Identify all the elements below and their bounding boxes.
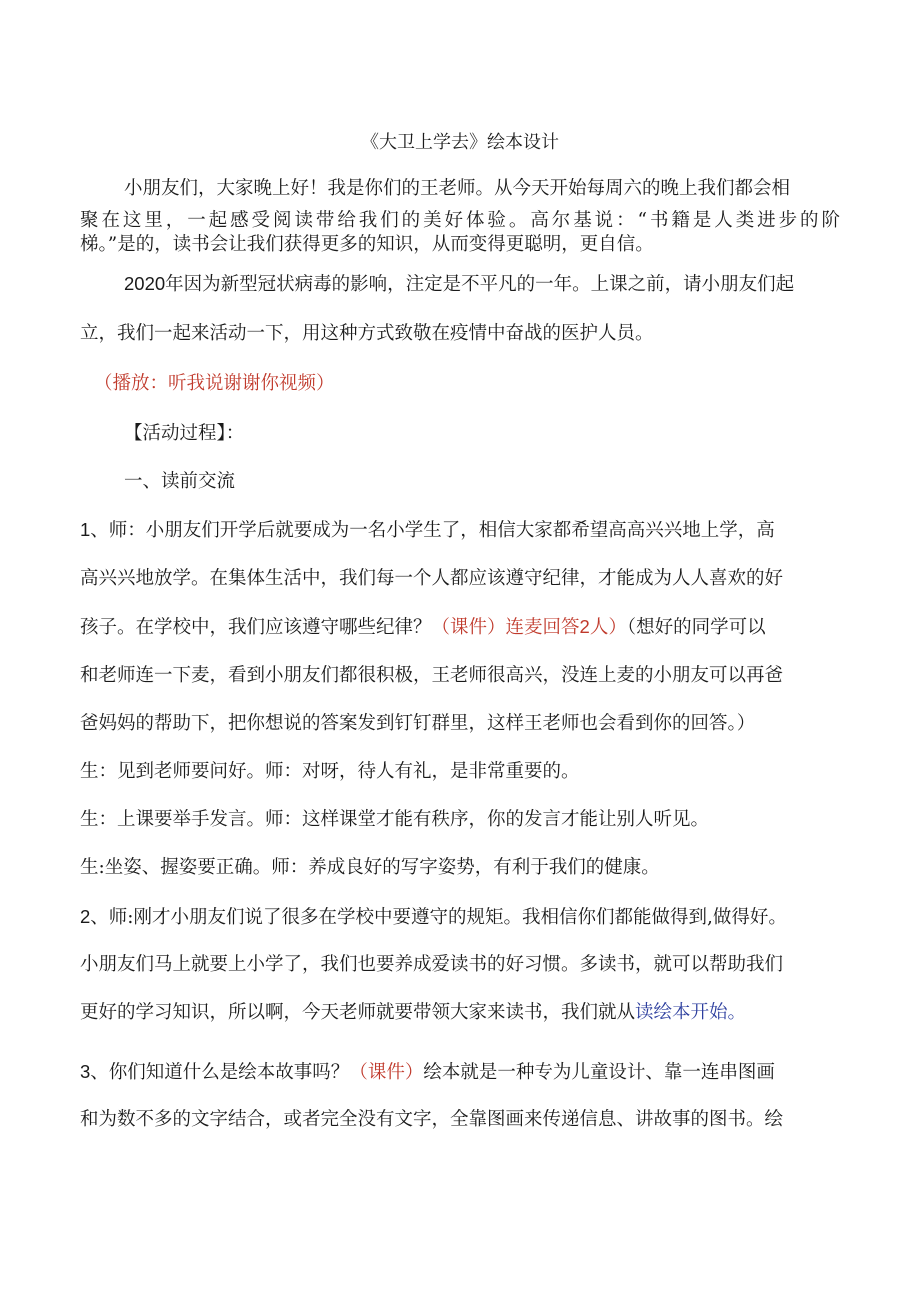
intro-line-1: 小朋友们，大家晚上好！我是你们的王老师。从今天开始每周六的晚上我们都会相	[124, 178, 791, 199]
paragraph-2-line-2: 立，我们一起来活动一下，用这种方式致敬在疫情中奋战的医护人员。	[80, 323, 654, 344]
highlight-text: 读绘本开始。	[635, 1002, 747, 1023]
activity-header: 【活动过程】：	[124, 423, 245, 444]
courseware-note: （课件）	[349, 1062, 424, 1083]
item-2-line-1: 2、师:刚才小朋友们说了很多在学校中要遵守的规矩。我相信你们都能做得到,做得好。	[80, 906, 787, 928]
item-2-line-3: 更好的学习知识，所以啊，今天老师就要带领大家来读书，我们就从读绘本开始。	[80, 1002, 747, 1023]
play-note: （播放：听我说谢谢你视频）	[94, 373, 335, 394]
item-3-line-1: 3、你们知道什么是绘本故事吗？（课件）绘本就是一种专为儿童设计、靠一连串图画	[80, 1061, 775, 1083]
item-1-line-1: 1、师：小朋友们开学后就要成为一名小学生了，相信大家都希望高高兴兴地上学，高	[80, 519, 775, 541]
section-heading-1: 一、读前交流	[124, 471, 236, 492]
year: 2020	[124, 273, 166, 294]
courseware-note: （课件）连麦回答2人）	[431, 616, 627, 638]
student-line-1: 生：见到老师要问好。师：对呀，待人有礼，是非常重要的。	[80, 761, 580, 782]
item-2-line-2: 小朋友们马上就要上小学了，我们也要养成爱读书的好习惯。多读书，就可以帮助我们	[80, 954, 784, 975]
document-title: 《大卫上学去》绘本设计	[361, 132, 559, 153]
student-line-3: 生:坐姿、握姿要正确。师：养成良好的写字姿势，有利于我们的健康。	[80, 857, 660, 878]
intro-line-3: 梯。”是的，读书会让我们获得更多的知识，从而变得更聪明，更自信。	[80, 234, 654, 255]
item-3-line-2: 和为数不多的文字结合，或者完全没有文字，全靠图画来传递信息、讲故事的图书。绘	[80, 1109, 784, 1130]
item-1-line-5: 爸妈妈的帮助下，把你想说的答案发到钉钉群里，这样王老师也会看到你的回答。）	[80, 713, 756, 734]
item-1-line-2: 高兴兴地放学。在集体生活中，我们每一个人都应该遵守纪律，才能成为人人喜欢的好	[80, 568, 784, 589]
student-line-2: 生：上课要举手发言。师：这样课堂才能有秩序，你的发言才能让别人听见。	[80, 809, 710, 830]
item-1-line-4: 和老师连一下麦，看到小朋友们都很积极，王老师很高兴，没连上麦的小朋友可以再爸	[80, 665, 784, 686]
intro-line-2: 聚在这里，一起感受阅读带给我们的美好体验。高尔基说：“书籍是人类进步的阶	[80, 210, 840, 231]
item-1-line-3: 孩子。在学校中，我们应该遵守哪些纪律？（课件）连麦回答2人）（想好的同学可以	[80, 616, 766, 638]
paragraph-2-line-1: 2020年因为新型冠状病毒的影响，注定是不平凡的一年。上课之前，请小朋友们起	[124, 273, 795, 295]
